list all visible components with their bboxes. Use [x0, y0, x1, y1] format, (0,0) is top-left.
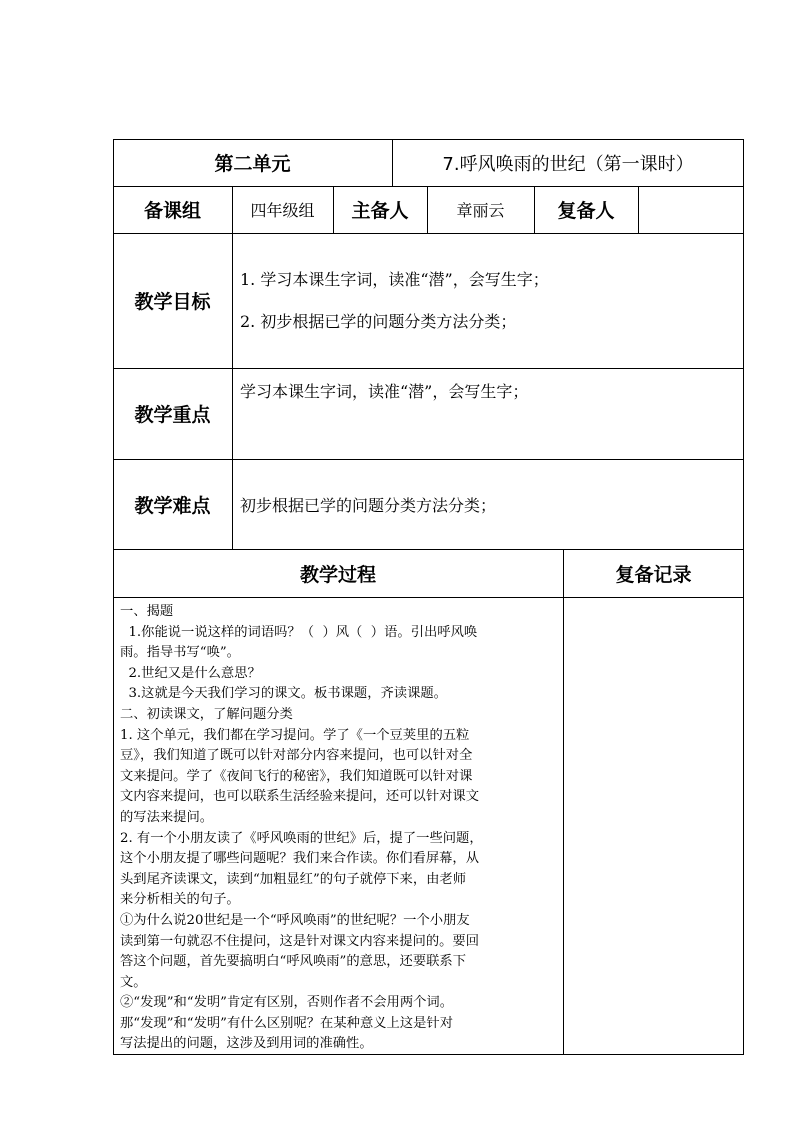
- key-points-label: 教学重点: [134, 404, 211, 426]
- process-line: 答这个问题，首先要搞明白“呼风唤雨”的意思，还要联系下: [120, 954, 467, 970]
- lead-preparer-value: 章丽云: [456, 201, 505, 220]
- process-line: 1. 这个单元，我们都在学习提问。学了《一个豆荚里的五粒: [120, 727, 470, 743]
- process-line: ②“发现”和“发明”肯定有区别，否则作者不会用两个词。: [120, 995, 454, 1011]
- process-line: 二、初读课文，了解问题分类: [120, 706, 293, 722]
- process-line: 的写法来提问。: [120, 809, 214, 825]
- process-line: 1.你能说一说这样的词语吗？（ ）风（ ）语。引出呼风唤: [120, 624, 478, 640]
- key-points-text: 学习本课生字词，读准“潜”，会写生字；: [240, 382, 529, 401]
- process-line: 3.这就是今天我们学习的课文。板书课题，齐读课题。: [120, 686, 447, 702]
- review-record-label: 复备记录: [615, 563, 692, 586]
- process-label: 教学过程: [299, 563, 376, 586]
- unit-title: 第二单元: [214, 153, 291, 175]
- reviewer-label: 复备人: [557, 200, 615, 222]
- difficulties-text: 初步根据已学的问题分类方法分类；: [240, 496, 497, 515]
- process-line: ①为什么说20世纪是一个“呼风唤雨”的世纪呢？一个小朋友: [120, 912, 470, 928]
- goal-item: 1. 学习本课生字词，读准“潜”，会写生字；: [240, 270, 549, 289]
- reviewer-value: [638, 186, 744, 233]
- process-line: 这个小朋友提了哪些问题呢？我们来合作读。你们看屏幕，从: [120, 851, 480, 867]
- process-line: 文。: [120, 974, 147, 990]
- process-line: 读到第一句就忍不住提问，这是针对课文内容来提问的。要回: [120, 933, 480, 949]
- process-line: 一、揭题: [120, 604, 174, 619]
- column-divider: [563, 549, 564, 1055]
- lesson-title: 7.呼风唤雨的世纪（第一课时）: [442, 153, 694, 175]
- process-line: 文来提问。学了《夜间飞行的秘密》，我们知道既可以针对课: [120, 768, 473, 784]
- lead-preparer-label: 主备人: [351, 200, 409, 222]
- process-line: 雨。指导书写“唤”。: [120, 645, 240, 661]
- goal-item: 2. 初步根据已学的问题分类方法分类；: [240, 312, 517, 331]
- process-line: 来分析相关的句子。: [120, 892, 240, 908]
- process-line: 写法提出的问题，这涉及到用词的准确性。: [120, 1036, 373, 1052]
- column-divider: [232, 186, 233, 549]
- process-line: 头到尾齐读课文，读到“加粗显红”的句子就停下来，由老师: [120, 871, 467, 887]
- process-line: 2.世纪又是什么意思？: [120, 665, 261, 681]
- row-divider: [113, 597, 744, 598]
- process-line: 那“发现”和“发明”有什么区别呢？在某种意义上这是针对: [120, 1015, 454, 1031]
- process-content: [120, 602, 560, 1055]
- goals-label: 教学目标: [134, 291, 211, 313]
- process-line: 文内容来提问，也可以联系生活经验来提问，还可以针对课文: [120, 789, 480, 805]
- process-line: 豆》，我们知道了既可以针对部分内容来提问，也可以针对全: [120, 748, 473, 764]
- process-line: 2. 有一个小朋友读了《呼风唤雨的世纪》后，提了一些问题，: [120, 830, 483, 846]
- group-value: 四年级组: [250, 201, 315, 220]
- group-label: 备课组: [143, 200, 201, 222]
- difficulties-label: 教学难点: [134, 494, 211, 517]
